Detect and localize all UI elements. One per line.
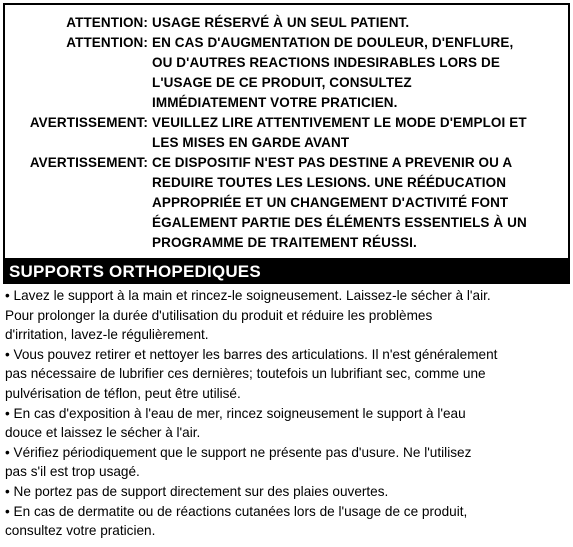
- list-item: • Vérifiez périodiquement que le support ne présente pas d'usure. Ne l'utilisez pas s'il est trop usagé.: [5, 444, 472, 480]
- warnings-box: [3, 3, 570, 260]
- list-item: • Vous pouvez retirer et nettoyer les barres des articulations. Il n'est généralement pas nécessaire de lubrifier ces dernières; toutefois un lubrifiant sec, comme une pulvérisation de téflon, peut être utilisé.: [5, 346, 498, 401]
- list-item: • Ne portez pas de support directement sur des plaies ouvertes.: [5, 483, 389, 499]
- warning-label: AVERTISSEMENT:: [29, 155, 148, 170]
- warning-label: AVERTISSEMENT:: [29, 115, 148, 130]
- warning-label: ATTENTION:: [66, 15, 148, 30]
- warning-label: ATTENTION:: [66, 35, 148, 50]
- list-item: • Lavez le support à la main et rincez-le soigneusement. Laissez-le sécher à l'air. Pour prolonger la durée d'utilisation du produit et réduire les problèmes d'irritation, lavez-le régulièrement.: [5, 288, 491, 343]
- care-instructions-list: [5, 286, 571, 541]
- list-item: • En cas de dermatite ou de réactions cutanées lors de l'usage de ce produit, consultez votre praticien.: [5, 503, 468, 539]
- list-item: • En cas d'exposition à l'eau de mer, rincez soigneusement le support à l'eau douce et laissez le sécher à l'air.: [5, 405, 466, 441]
- warning-text: VEUILLEZ LIRE ATTENTIVEMENT LE MODE D'EMPLOI ET LES MISES EN GARDE AVANT: [152, 115, 527, 150]
- section-header: SUPPORTS ORTHOPEDIQUES: [3, 260, 570, 284]
- warning-text: CE DISPOSITIF N'EST PAS DESTINE A PREVENIR OU A REDUIRE TOUTES LES LESIONS. UNE RÉÉDUCATION APPROPRIÉE ET UN CHANGEMENT D'ACTIVITÉ FONT ÉGALEMENT PARTIE DES ÉLÉMENTS ESSENTIELS À UN PROGRAMME DE TRAITEMENT RÉUSSI.: [152, 155, 527, 250]
- warning-text: EN CAS D'AUGMENTATION DE DOULEUR, D'ENFLURE, OU D'AUTRES REACTIONS INDESIRABLES LORS DE L'USAGE DE CE PRODUIT, CONSULTEZ IMMÉDIATEMENT VOTRE PRATICIEN.: [152, 35, 514, 110]
- warning-text: USAGE RÉSERVÉ À UN SEUL PATIENT.: [152, 15, 410, 30]
